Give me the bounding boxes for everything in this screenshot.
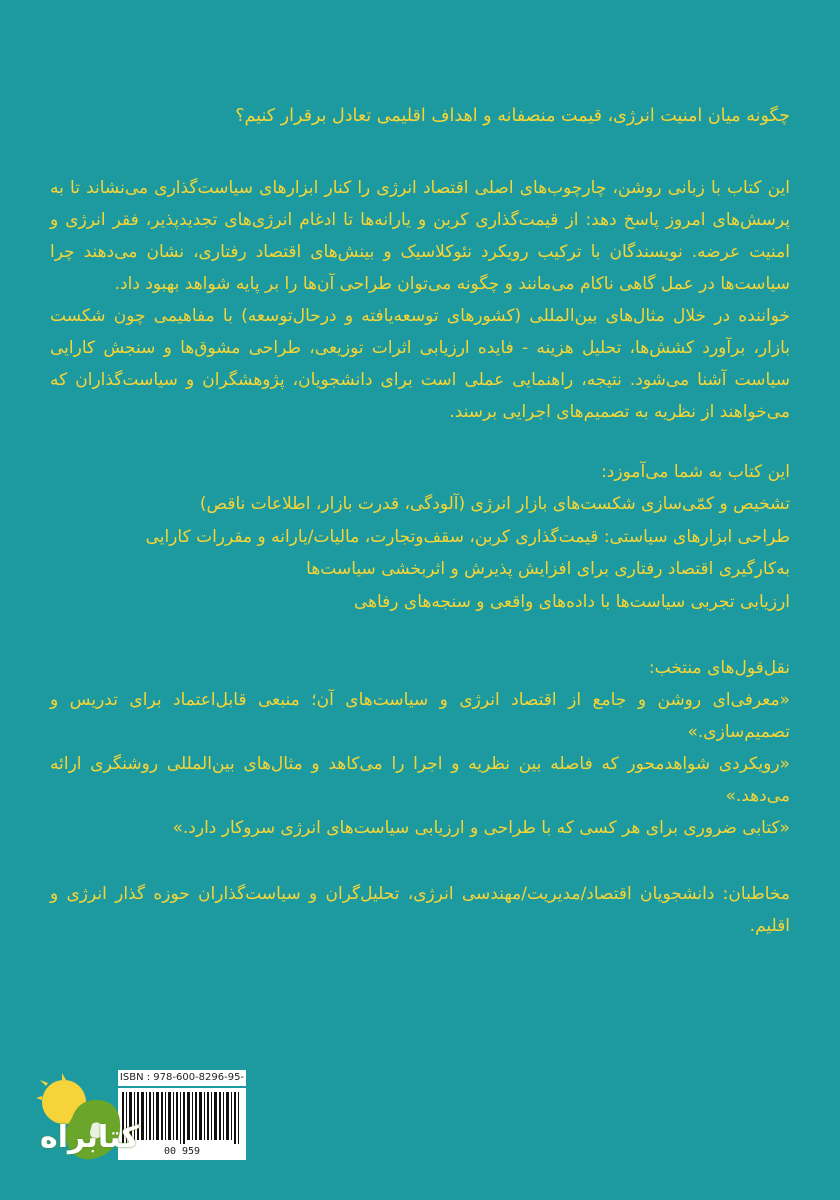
quote: «رویکردی شواهدمحور که فاصله بین نظریه و اجرا را می‌کاهد و مثال‌های بین‌المللی روشنگری ارائه می‌دهد.» xyxy=(50,754,790,806)
intro-question: چگونه میان امنیت انرژی، قیمت منصفانه و اهداف اقلیمی تعادل برقرار کنیم؟ xyxy=(235,106,790,126)
learn-heading: این کتاب به شما می‌آموزد: xyxy=(601,462,790,482)
learn-item: تشخیص و کمّی‌سازی شکست‌های بازار انرژی (آلودگی، قدرت بازار، اطلاعات ناقص) xyxy=(199,494,790,514)
isbn-label: ISBN : 978-600-8296-95- xyxy=(118,1070,246,1086)
back-cover-text xyxy=(50,100,790,942)
learn-list xyxy=(50,488,790,618)
learn-item: به‌کارگیری اقتصاد رفتاری برای افزایش پذیرش و اثربخشی سیاست‌ها xyxy=(306,559,790,579)
audience-text: مخاطبان: دانشجویان اقتصاد/مدیریت/مهندسی انرژی، تحلیل‌گران و سیاست‌گذاران حوزه گذار انرژی و اقلیم. xyxy=(50,884,790,936)
quotes-heading: نقل‌قول‌های منتخب: xyxy=(648,658,790,678)
barcode-digits: 00 959 xyxy=(118,1146,246,1158)
quote: «کتابی ضروری برای هر کسی که با طراحی و ارزیابی سیاست‌های انرژی سروکار دارد.» xyxy=(172,818,790,838)
quote: «معرفی‌ای روشن و جامع از اقتصاد انرژی و سیاست‌های آن؛ منبعی قابل‌اعتماد برای تدریس و تصمیم‌سازی.» xyxy=(50,690,790,742)
description-paragraph-2: خواننده در خلال مثال‌های بین‌المللی (کشورهای توسعه‌یافته و درحال‌توسعه) با مفاهیمی چون شکست بازار، برآورد کشش‌ها، تحلیل هزینه - فایده ارزیابی اثرات توزیعی، طراحی مشوق‌ها و سنجش کارایی سیاست آشنا می‌شود. نتیجه، راهنمایی عملی است برای دانشجویان، پژوهشگران و سیاست‌گذاران که می‌خواهند از نظریه به تصمیم‌های اجرایی برسند. xyxy=(50,306,790,422)
description-paragraph-1: این کتاب با زبانی روشن، چارچوب‌های اصلی اقتصاد انرژی را کنار ابزارهای سیاست‌گذاری می‌نشاند تا به پرسش‌های امروز پاسخ دهد: از قیمت‌گذاری کربن و یارانه‌ها تا ادغام انرژی‌های تجدیدپذیر، فقر انرژی و امنیت عرضه. نویسندگان با ترکیب رویکرد نئوکلاسیک و بینش‌های اقتصاد رفتاری، نشان می‌دهند چرا سیاست‌ها در عمل گاهی ناکام می‌مانند و چگونه می‌توان طراحی آن‌ها را بر پایه شواهد بهبود داد. xyxy=(50,178,790,294)
logo-text: کتابراه xyxy=(40,1120,139,1155)
learn-item: طراحی ابزارهای سیاستی: قیمت‌گذاری کربن، سقف‌وتجارت، مالیات/یارانه و مقررات کارایی xyxy=(145,526,790,547)
learn-item: ارزیابی تجربی سیاست‌ها با داده‌های واقعی و سنجه‌های رفاهی xyxy=(353,591,790,612)
